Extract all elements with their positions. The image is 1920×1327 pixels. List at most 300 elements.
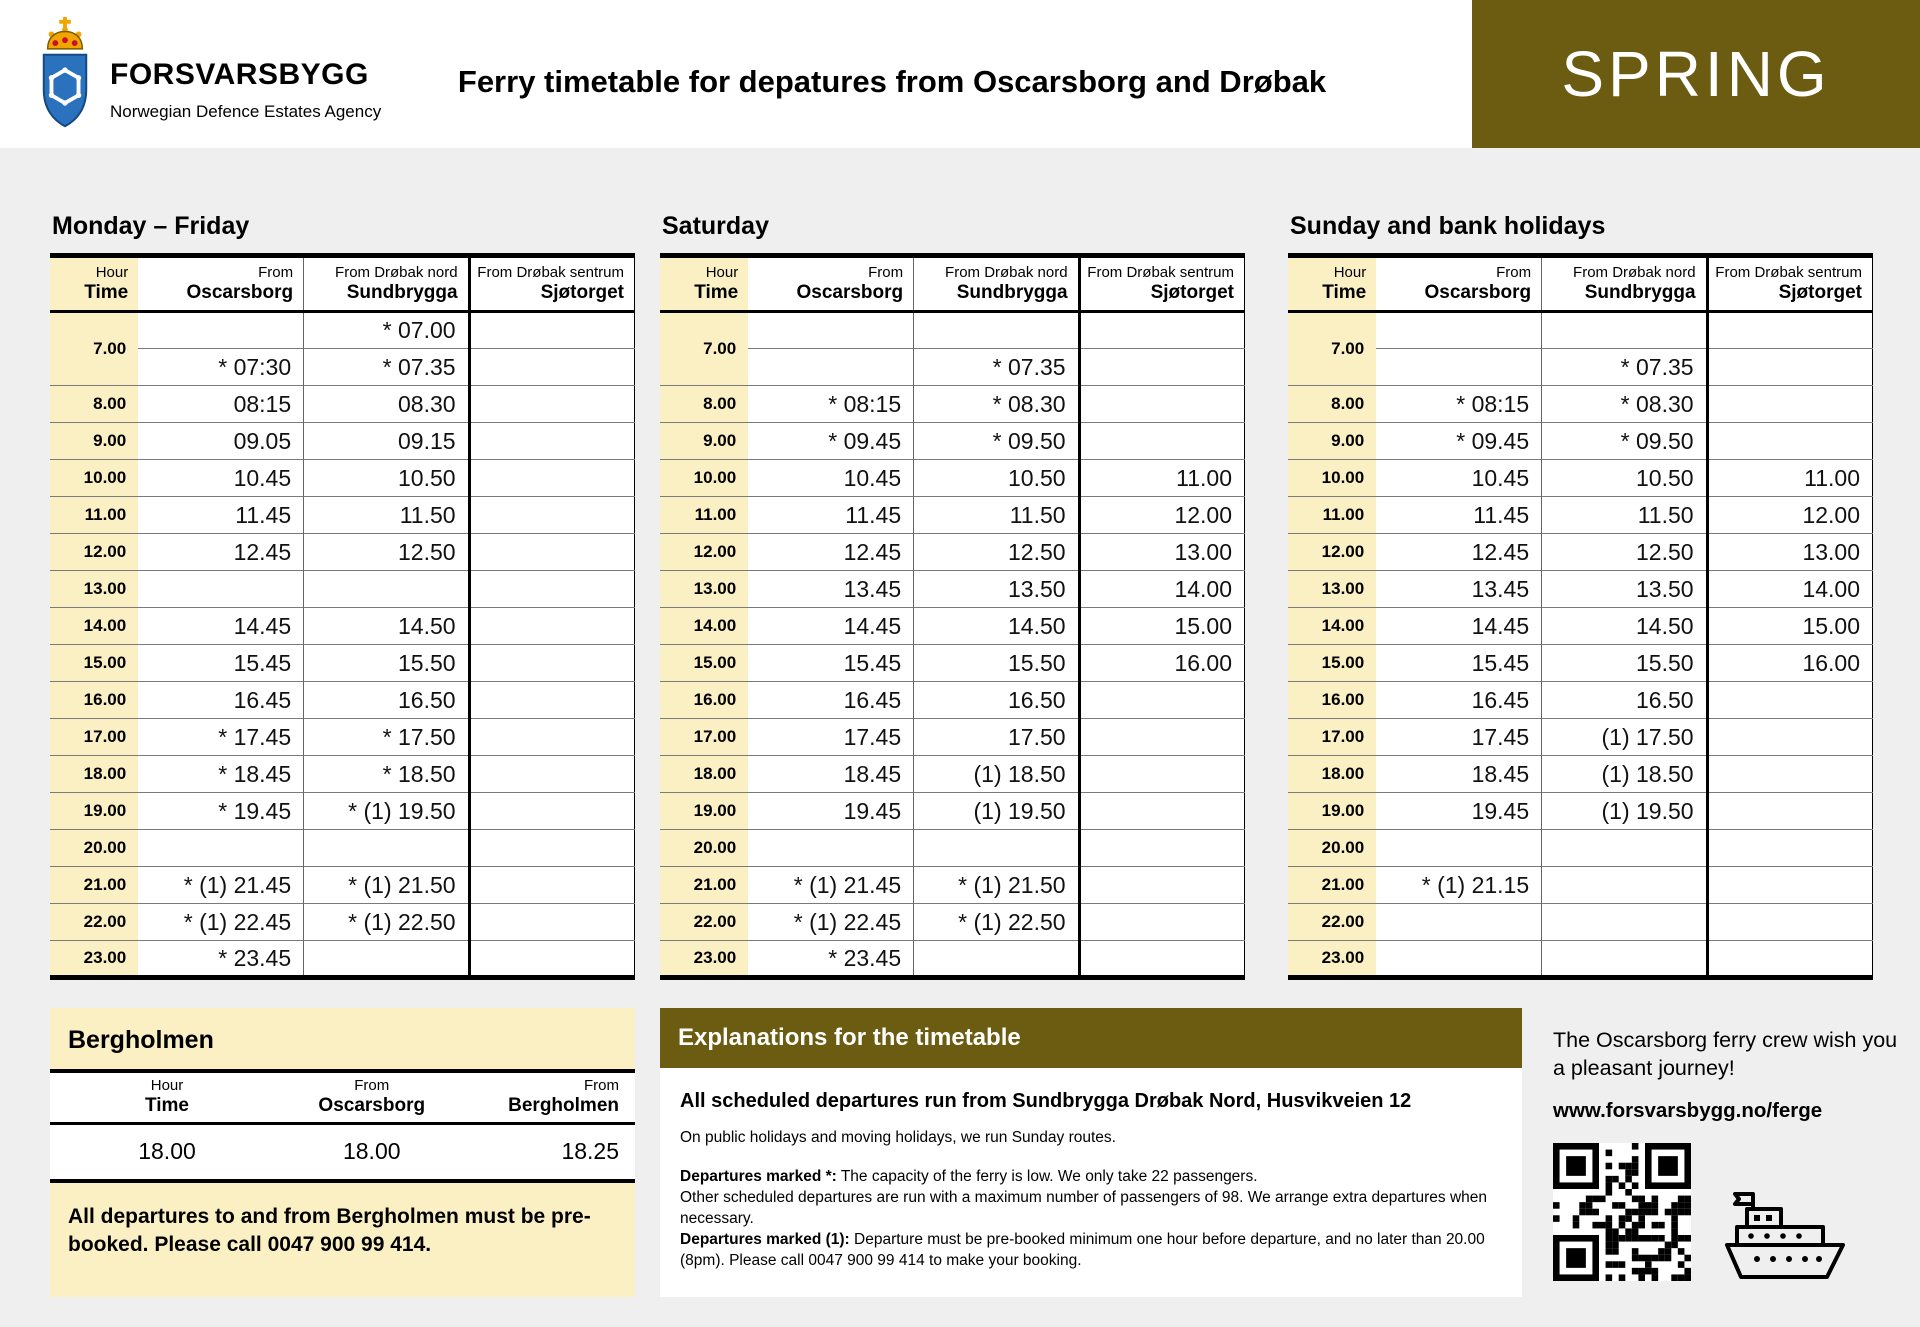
hour-cell: 8.00: [50, 386, 138, 423]
time-cell: [1707, 793, 1872, 830]
time-cell: * (1) 21.50: [914, 867, 1079, 904]
time-cell: * 07.00: [304, 312, 469, 349]
explanations-note-line: Departures marked *: The capacity of the ferry is low. We only take 22 passengers.: [680, 1168, 1258, 1185]
time-cell: [138, 830, 303, 867]
time-cell: 13.00: [1707, 534, 1872, 571]
time-cell: * 23.45: [748, 941, 913, 978]
time-cell: * (1) 19.50: [304, 793, 469, 830]
time-cell: 16.45: [1376, 682, 1541, 719]
timetable-row: [660, 830, 1245, 867]
timetable-row: [1288, 571, 1873, 608]
explanations-body: [660, 1068, 1522, 1297]
hour-cell: 23.00: [1288, 941, 1376, 978]
time-cell: [469, 534, 634, 571]
time-cell: 12.45: [748, 534, 913, 571]
time-cell: [469, 349, 634, 386]
timetable-monday-friday: [50, 212, 635, 980]
hour-cell: 22.00: [660, 904, 748, 941]
time-cell: 08.30: [304, 386, 469, 423]
time-cell: 08:15: [138, 386, 303, 423]
timetable-row: [50, 571, 635, 608]
timetable-row: [660, 460, 1245, 497]
time-cell: [1376, 349, 1541, 386]
time-cell: [469, 941, 634, 978]
time-cell: 12.50: [1542, 534, 1707, 571]
time-cell: [1707, 423, 1872, 460]
time-cell: * (1) 22.45: [748, 904, 913, 941]
time-cell: * 09.45: [1376, 423, 1541, 460]
time-cell: [914, 312, 1079, 349]
time-cell: * 07.35: [304, 349, 469, 386]
timetable-row: [50, 719, 635, 756]
hour-cell: 14.00: [660, 608, 748, 645]
hour-cell: 7.00: [50, 312, 138, 386]
time-cell: [1079, 941, 1244, 978]
timetable-row: [1288, 312, 1873, 349]
time-cell: 14.45: [1376, 608, 1541, 645]
time-cell: 11.45: [138, 497, 303, 534]
hour-cell: 10.00: [1288, 460, 1376, 497]
hour-cell: 17.00: [660, 719, 748, 756]
time-cell: 12.00: [1079, 497, 1244, 534]
timetable-row: [660, 497, 1245, 534]
timetable-row: [50, 645, 635, 682]
timetable-row: [1288, 534, 1873, 571]
timetable-row: [660, 867, 1245, 904]
time-cell: 18.00: [342, 1138, 401, 1165]
time-cell: [1079, 719, 1244, 756]
hour-cell: 23.00: [660, 941, 748, 978]
time-cell: [1707, 312, 1872, 349]
hour-cell: 22.00: [1288, 904, 1376, 941]
column-header: Hour Time: [1288, 256, 1376, 312]
time-cell: [1542, 867, 1707, 904]
time-cell: [1542, 312, 1707, 349]
hour-cell: 9.00: [660, 423, 748, 460]
timetable-row: [1288, 682, 1873, 719]
time-cell: [138, 312, 303, 349]
hour-cell: 21.00: [1288, 867, 1376, 904]
timetable-row: [660, 756, 1245, 793]
timetable-row: [660, 423, 1245, 460]
timetable-row: [660, 534, 1245, 571]
time-cell: * 18.50: [304, 756, 469, 793]
timetable-row: [50, 312, 635, 349]
time-cell: * 18.45: [138, 756, 303, 793]
table-title: Monday – Friday: [52, 212, 250, 240]
time-cell: * (1) 22.45: [138, 904, 303, 941]
time-cell: [1079, 793, 1244, 830]
time-cell: [469, 571, 634, 608]
bergholmen-panel: [50, 1008, 635, 1297]
hour-cell: 10.00: [660, 460, 748, 497]
hour-cell: 18.00: [1288, 756, 1376, 793]
column-header: Hour Time: [50, 256, 138, 312]
timetable-row: [1288, 645, 1873, 682]
time-cell: * 07:30: [138, 349, 303, 386]
timetable-row: [1288, 460, 1873, 497]
hour-cell: 16.00: [50, 682, 138, 719]
column-header: From Drøbak sentrum Sjøtorget: [1079, 256, 1244, 312]
hour-cell: 11.00: [1288, 497, 1376, 534]
time-cell: [469, 312, 634, 349]
time-cell: [1707, 941, 1872, 978]
time-cell: 15.50: [1542, 645, 1707, 682]
time-cell: [1707, 719, 1872, 756]
time-cell: 10.45: [748, 460, 913, 497]
time-cell: 15.50: [914, 645, 1079, 682]
time-cell: 12.50: [304, 534, 469, 571]
hour-cell: 15.00: [660, 645, 748, 682]
time-cell: [1542, 830, 1707, 867]
time-cell: * 09.50: [914, 423, 1079, 460]
time-cell: 18.45: [1376, 756, 1541, 793]
time-cell: [1707, 867, 1872, 904]
time-cell: [1707, 756, 1872, 793]
time-cell: 16.45: [138, 682, 303, 719]
time-cell: 13.45: [748, 571, 913, 608]
time-cell: [469, 386, 634, 423]
hour-cell: 16.00: [660, 682, 748, 719]
time-cell: 11.00: [1707, 460, 1872, 497]
logo-title: FORSVARSBYGG: [110, 58, 369, 91]
timetable-row: [50, 867, 635, 904]
timetable-row: [660, 904, 1245, 941]
timetable-row: [660, 312, 1245, 349]
time-cell: [748, 349, 913, 386]
timetable-row: [50, 386, 635, 423]
time-cell: 16.00: [1707, 645, 1872, 682]
website-url: www.forsvarsbygg.no/ferge: [1553, 1098, 1823, 1122]
bergholmen-note: All departures to and from Bergholmen must be pre-booked. Please call 0047 900 99 414.: [68, 1205, 591, 1257]
bergholmen-table: [50, 1069, 635, 1183]
time-cell: (1) 18.50: [914, 756, 1079, 793]
time-cell: [1542, 941, 1707, 978]
time-cell: [1376, 941, 1541, 978]
hour-cell: 8.00: [1288, 386, 1376, 423]
timetable-row: [1288, 756, 1873, 793]
timetable-row: [660, 793, 1245, 830]
time-cell: [914, 941, 1079, 978]
time-cell: 16.00: [1079, 645, 1244, 682]
time-cell: [1079, 756, 1244, 793]
time-cell: 18.45: [748, 756, 913, 793]
time-cell: [1707, 682, 1872, 719]
time-cell: 10.45: [1376, 460, 1541, 497]
time-cell: [469, 719, 634, 756]
time-cell: [469, 497, 634, 534]
logo-subtitle: Norwegian Defence Estates Agency: [110, 102, 382, 121]
hour-cell: 15.00: [50, 645, 138, 682]
time-cell: 18.25: [561, 1138, 619, 1165]
time-cell: 16.45: [748, 682, 913, 719]
time-cell: * 08:15: [748, 386, 913, 423]
time-cell: 13.00: [1079, 534, 1244, 571]
time-cell: * 17.45: [138, 719, 303, 756]
timetable-row: [660, 941, 1245, 978]
timetable-row: [50, 349, 635, 386]
time-cell: [469, 867, 634, 904]
hour-cell: 11.00: [660, 497, 748, 534]
timetable-row: [1288, 867, 1873, 904]
column-header: From Drøbak nord Sundbrygga: [1542, 256, 1707, 312]
time-cell: 16.50: [1542, 682, 1707, 719]
hour-cell: 15.00: [1288, 645, 1376, 682]
timetable-row: [1288, 349, 1873, 386]
hour-cell: 12.00: [1288, 534, 1376, 571]
hour-cell: 13.00: [50, 571, 138, 608]
hour-cell: 13.00: [660, 571, 748, 608]
time-cell: 10.45: [138, 460, 303, 497]
column-header: From Oscarsborg: [138, 256, 303, 312]
timetable-row: [50, 793, 635, 830]
hour-cell: 17.00: [1288, 719, 1376, 756]
time-cell: [748, 312, 913, 349]
timetable-row: [660, 719, 1245, 756]
time-cell: * 19.45: [138, 793, 303, 830]
qr-code: [1553, 1143, 1691, 1281]
time-cell: 19.45: [748, 793, 913, 830]
time-cell: 14.00: [1079, 571, 1244, 608]
time-cell: 10.50: [304, 460, 469, 497]
time-cell: 12.50: [914, 534, 1079, 571]
hour-cell: 19.00: [1288, 793, 1376, 830]
time-cell: * 07.35: [914, 349, 1079, 386]
timetable-row: [1288, 793, 1873, 830]
column-header: Hour Time: [660, 256, 748, 312]
time-cell: [1707, 904, 1872, 941]
timetable-row: [50, 830, 635, 867]
time-cell: 15.50: [304, 645, 469, 682]
crew-message: The Oscarsborg ferry crew wish you a pleasant journey!: [1553, 1028, 1898, 1081]
time-cell: [1079, 349, 1244, 386]
hour-cell: 22.00: [50, 904, 138, 941]
timetable-row: [660, 571, 1245, 608]
hour-cell: 7.00: [660, 312, 748, 386]
hour-cell: 13.00: [1288, 571, 1376, 608]
timetable-row: [50, 497, 635, 534]
column-header: From Drøbak sentrum Sjøtorget: [469, 256, 634, 312]
time-cell: 16.50: [914, 682, 1079, 719]
timetable-row: [50, 608, 635, 645]
time-cell: 15.45: [748, 645, 913, 682]
timetable-row: [660, 682, 1245, 719]
time-cell: * (1) 21.15: [1376, 867, 1541, 904]
time-cell: 11.45: [1376, 497, 1541, 534]
timetable-saturday: [660, 212, 1245, 980]
hour-cell: 8.00: [660, 386, 748, 423]
hour-cell: 9.00: [50, 423, 138, 460]
timetable-row: [50, 904, 635, 941]
time-cell: [469, 793, 634, 830]
time-cell: 19.45: [1376, 793, 1541, 830]
timetable-row: [50, 460, 635, 497]
explanations-lead: All scheduled departures run from Sundbrygga Drøbak Nord, Husvikveien 12: [680, 1090, 1412, 1112]
time-cell: [469, 608, 634, 645]
timetable-row: [1288, 830, 1873, 867]
explanations-header: Explanations for the timetable: [660, 1008, 1522, 1068]
bergholmen-title: Bergholmen: [68, 1026, 214, 1054]
time-cell: * (1) 22.50: [914, 904, 1079, 941]
time-cell: 15.45: [138, 645, 303, 682]
hour-cell: 9.00: [1288, 423, 1376, 460]
time-cell: 14.00: [1707, 571, 1872, 608]
hour-cell: 7.00: [1288, 312, 1376, 386]
explanations-note-line: Other scheduled departures are run with a maximum number of passengers of 98. We arrange extra departures when necessary.: [680, 1188, 1487, 1227]
time-cell: * 09.50: [1542, 423, 1707, 460]
timetable-row: [1288, 719, 1873, 756]
timetable-row: [1288, 608, 1873, 645]
time-cell: [1079, 830, 1244, 867]
timetable-row: [1288, 386, 1873, 423]
table-title: Sunday and bank holidays: [1290, 212, 1606, 240]
footer-right: [1553, 1026, 1898, 1281]
hour-cell: 17.00: [50, 719, 138, 756]
time-cell: 17.50: [914, 719, 1079, 756]
time-cell: * 08:15: [1376, 386, 1541, 423]
column-header: From Oscarsborg: [748, 256, 913, 312]
column-header: From Drøbak nord Sundbrygga: [914, 256, 1079, 312]
time-cell: [469, 460, 634, 497]
time-cell: * (1) 21.50: [304, 867, 469, 904]
time-cell: * (1) 22.50: [304, 904, 469, 941]
column-header: From Drøbak sentrum Sjøtorget: [1707, 256, 1872, 312]
time-cell: [1707, 386, 1872, 423]
hour-cell: 16.00: [1288, 682, 1376, 719]
time-cell: [1079, 904, 1244, 941]
time-cell: [1376, 830, 1541, 867]
time-cell: [469, 756, 634, 793]
timetable-row: [1288, 497, 1873, 534]
hour-cell: 12.00: [50, 534, 138, 571]
time-cell: * 08.30: [1542, 386, 1707, 423]
time-cell: 11.50: [1542, 497, 1707, 534]
timetable-row: [50, 941, 635, 978]
timetable-row: [660, 608, 1245, 645]
time-cell: [469, 645, 634, 682]
time-cell: 14.50: [914, 608, 1079, 645]
explanations-panel: [660, 1008, 1522, 1297]
time-cell: [1376, 904, 1541, 941]
time-cell: (1) 17.50: [1542, 719, 1707, 756]
timetable-row: [660, 386, 1245, 423]
timetable-sunday-holidays: [1288, 212, 1873, 980]
time-cell: [1376, 312, 1541, 349]
hour-cell: 14.00: [50, 608, 138, 645]
time-cell: 12.00: [1707, 497, 1872, 534]
time-cell: [304, 571, 469, 608]
bergholmen-col-bergholmen: From Bergholmen: [460, 1071, 636, 1123]
time-cell: * (1) 21.45: [138, 867, 303, 904]
timetable-row: [1288, 904, 1873, 941]
hour-cell: 10.00: [50, 460, 138, 497]
column-header: From Drøbak nord Sundbrygga: [304, 256, 469, 312]
time-cell: 13.50: [914, 571, 1079, 608]
time-cell: [1079, 423, 1244, 460]
time-cell: [1707, 349, 1872, 386]
timetable-row: [1288, 423, 1873, 460]
time-cell: * 08.30: [914, 386, 1079, 423]
time-cell: [1707, 830, 1872, 867]
time-cell: 09.05: [138, 423, 303, 460]
hour-cell: 14.00: [1288, 608, 1376, 645]
time-cell: 09.15: [304, 423, 469, 460]
time-cell: 18.00: [138, 1138, 196, 1165]
time-cell: [469, 830, 634, 867]
time-cell: 13.50: [1542, 571, 1707, 608]
hour-cell: 20.00: [50, 830, 138, 867]
time-cell: [1542, 904, 1707, 941]
time-cell: 15.00: [1079, 608, 1244, 645]
time-cell: (1) 19.50: [1542, 793, 1707, 830]
time-cell: (1) 18.50: [1542, 756, 1707, 793]
time-cell: 14.50: [1542, 608, 1707, 645]
explanations-notes: [680, 1167, 1502, 1272]
hour-cell: 18.00: [50, 756, 138, 793]
time-cell: [1079, 682, 1244, 719]
time-cell: [914, 830, 1079, 867]
hour-cell: 20.00: [660, 830, 748, 867]
time-cell: [1079, 386, 1244, 423]
time-cell: 14.45: [748, 608, 913, 645]
time-cell: * 23.45: [138, 941, 303, 978]
time-cell: 13.45: [1376, 571, 1541, 608]
time-cell: [1079, 867, 1244, 904]
hour-cell: 18.00: [660, 756, 748, 793]
time-cell: 14.50: [304, 608, 469, 645]
page-title: Ferry timetable for depatures from Oscarsborg and Drøbak: [457, 64, 1327, 99]
explanations-holiday-note: On public holidays and moving holidays, we run Sunday routes.: [680, 1129, 1116, 1146]
time-cell: 11.00: [1079, 460, 1244, 497]
time-cell: 10.50: [1542, 460, 1707, 497]
time-cell: 15.45: [1376, 645, 1541, 682]
season-badge: SPRING: [1472, 0, 1920, 148]
timetable-row: [50, 682, 635, 719]
time-cell: [1079, 312, 1244, 349]
timetable-row: [50, 756, 635, 793]
footer-icons: [1553, 1143, 1898, 1281]
timetable-row: [660, 349, 1245, 386]
time-cell: [469, 682, 634, 719]
time-cell: [138, 571, 303, 608]
explanations-note-line: Departures marked (1): Departure must be pre-booked minimum one hour before departure, and no later than 20.00 (8pm). Please call 0047 900 99 414 to make your booking.: [680, 1230, 1485, 1269]
time-cell: 11.50: [304, 497, 469, 534]
time-cell: 11.45: [748, 497, 913, 534]
header: [0, 0, 1920, 148]
timetable-row: [1288, 941, 1873, 978]
time-cell: 11.50: [914, 497, 1079, 534]
time-cell: 14.45: [138, 608, 303, 645]
time-cell: 16.50: [304, 682, 469, 719]
time-cell: 15.00: [1707, 608, 1872, 645]
forsvarsbygg-crest-icon: [36, 14, 94, 134]
time-cell: [304, 830, 469, 867]
time-cell: 10.50: [914, 460, 1079, 497]
hour-cell: 19.00: [660, 793, 748, 830]
hour-cell: 23.00: [50, 941, 138, 978]
column-header: From Oscarsborg: [1376, 256, 1541, 312]
time-cell: 12.45: [1376, 534, 1541, 571]
bergholmen-row: [50, 1123, 635, 1181]
hour-cell: 11.00: [50, 497, 138, 534]
bergholmen-col-oscarsborg: From Oscarsborg: [284, 1071, 460, 1123]
timetable-row: [50, 423, 635, 460]
ferry-icon: [1719, 1189, 1851, 1281]
time-cell: * 07.35: [1542, 349, 1707, 386]
timetable-row: [660, 645, 1245, 682]
time-cell: 12.45: [138, 534, 303, 571]
time-cell: 17.45: [1376, 719, 1541, 756]
